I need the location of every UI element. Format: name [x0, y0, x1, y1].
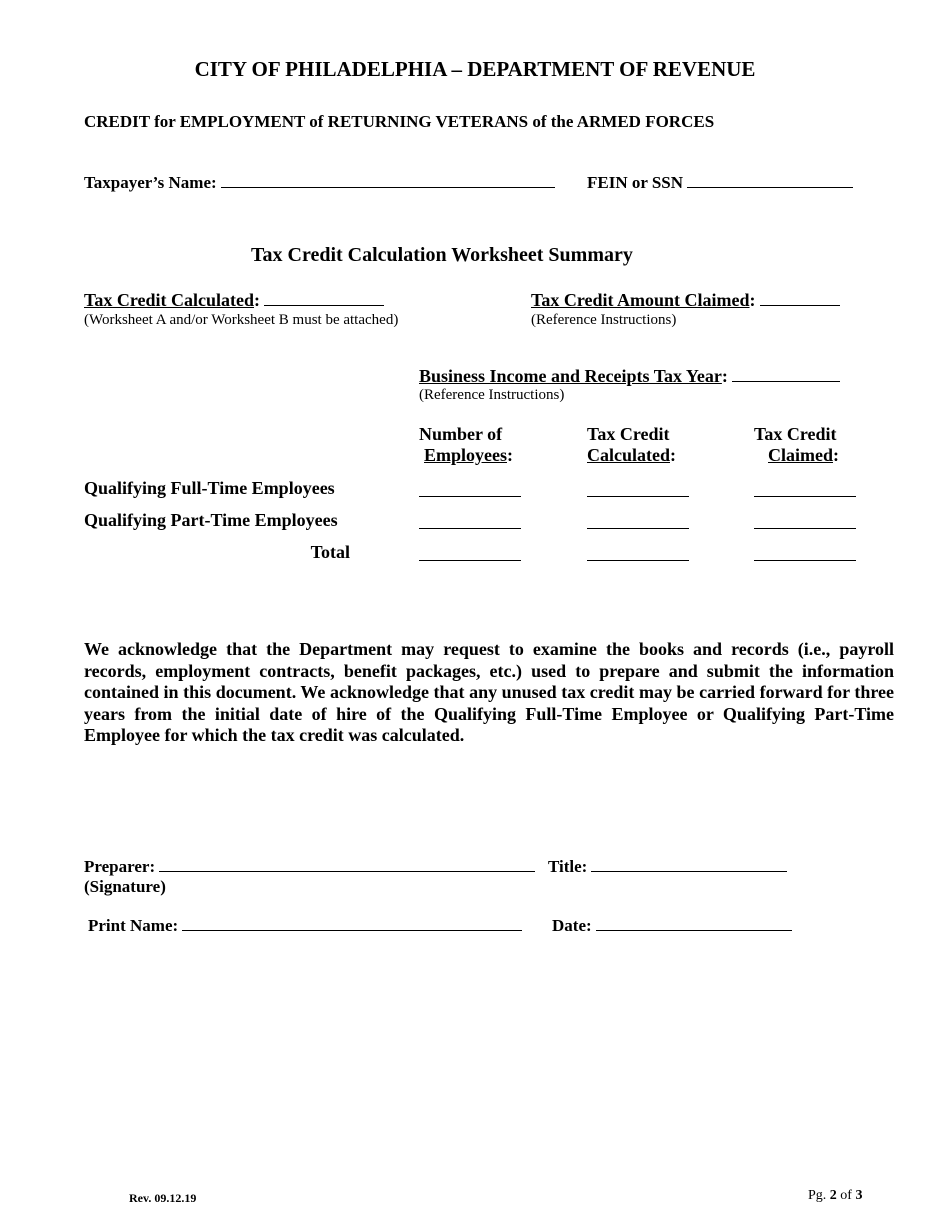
print-name-row	[88, 916, 522, 936]
taxpayer-name-field[interactable]	[221, 186, 555, 188]
column-header-line1: Number of	[419, 424, 503, 444]
full-time-credit-claimed-field[interactable]	[754, 495, 856, 497]
tax-credit-calculated-label: Tax Credit Calculated	[84, 290, 255, 310]
column-header-line2: Calculated:	[587, 445, 676, 465]
row-label-full-time: Qualifying Full-Time Employees	[84, 478, 335, 498]
acknowledgement-paragraph: We acknowledge that the Department may request to examine the books and records (i.e., payroll records, employment contracts, benefit packages, etc.) used to prepare and submit the information contained in this document. We acknowledge that any unused tax credit may be carried forward for three years from the initial date of hire of the Qualifying Full-Time Employee or Qualifying Part-Time Employee for which the tax credit was calculated.	[84, 639, 894, 745]
tax-credit-claimed-label: Tax Credit Amount Claimed	[531, 290, 750, 310]
revision-label: Rev. 09.12.19	[129, 1191, 197, 1205]
full-time-credit-calculated-field[interactable]	[587, 495, 689, 497]
date-label: Date:	[552, 916, 592, 935]
fein-row	[587, 173, 853, 193]
form-subtitle: CREDIT for EMPLOYMENT of RETURNING VETERANS of the ARMED FORCES	[84, 112, 715, 131]
total-credit-claimed-field[interactable]	[754, 559, 856, 561]
column-header-line2: Employees:	[424, 445, 513, 465]
date-field[interactable]	[596, 929, 792, 931]
form-title: CITY OF PHILADELPHIA – DEPARTMENT OF REVENUE	[194, 57, 756, 81]
fein-label: FEIN or SSN	[587, 173, 684, 192]
tax-credit-calculated-row	[84, 290, 384, 311]
date-row	[552, 916, 792, 936]
taxpayer-name-label: Taxpayer’s Name:	[84, 173, 217, 192]
title-row	[548, 857, 787, 877]
preparer-row	[84, 857, 535, 877]
fein-field[interactable]	[687, 186, 853, 188]
page-number: Pg. 2 of 3	[808, 1188, 863, 1203]
part-time-credit-calculated-field[interactable]	[587, 527, 689, 529]
title-field[interactable]	[591, 870, 787, 872]
summary-heading: Tax Credit Calculation Worksheet Summary	[251, 244, 633, 266]
total-employees-field[interactable]	[419, 559, 521, 561]
preparer-signature-field[interactable]	[159, 870, 535, 872]
tax-credit-claimed-note: (Reference Instructions)	[531, 312, 677, 328]
colon: :	[721, 366, 728, 386]
column-header-line1: Tax Credit	[754, 424, 837, 444]
print-name-field[interactable]	[182, 929, 522, 931]
column-header-employees	[419, 424, 513, 466]
colon: :	[254, 290, 261, 310]
birt-tax-year-note: (Reference Instructions)	[419, 387, 565, 403]
full-time-employees-field[interactable]	[419, 495, 521, 497]
taxpayer-name-row	[84, 173, 555, 193]
birt-tax-year-field[interactable]	[732, 380, 840, 382]
part-time-credit-claimed-field[interactable]	[754, 527, 856, 529]
birt-tax-year-label: Business Income and Receipts Tax Year	[419, 366, 722, 386]
birt-tax-year-row	[419, 366, 840, 387]
part-time-employees-field[interactable]	[419, 527, 521, 529]
column-header-line2: Claimed:	[768, 445, 839, 465]
column-header-line1: Tax Credit	[587, 424, 670, 444]
column-header-credit-calculated	[587, 424, 676, 466]
row-label-part-time: Qualifying Part-Time Employees	[84, 510, 338, 530]
signature-note: (Signature)	[84, 877, 166, 896]
column-header-credit-claimed	[754, 424, 839, 466]
print-name-label: Print Name:	[88, 916, 179, 935]
title-label: Title:	[548, 857, 588, 876]
tax-credit-calculated-note: (Worksheet A and/or Worksheet B must be attached)	[84, 312, 399, 328]
tax-credit-claimed-field[interactable]	[760, 304, 840, 306]
total-credit-calculated-field[interactable]	[587, 559, 689, 561]
colon: :	[749, 290, 756, 310]
tax-credit-claimed-row	[531, 290, 840, 311]
tax-credit-calculated-field[interactable]	[264, 304, 384, 306]
row-label-total: Total	[310, 542, 350, 562]
preparer-label: Preparer:	[84, 857, 156, 876]
